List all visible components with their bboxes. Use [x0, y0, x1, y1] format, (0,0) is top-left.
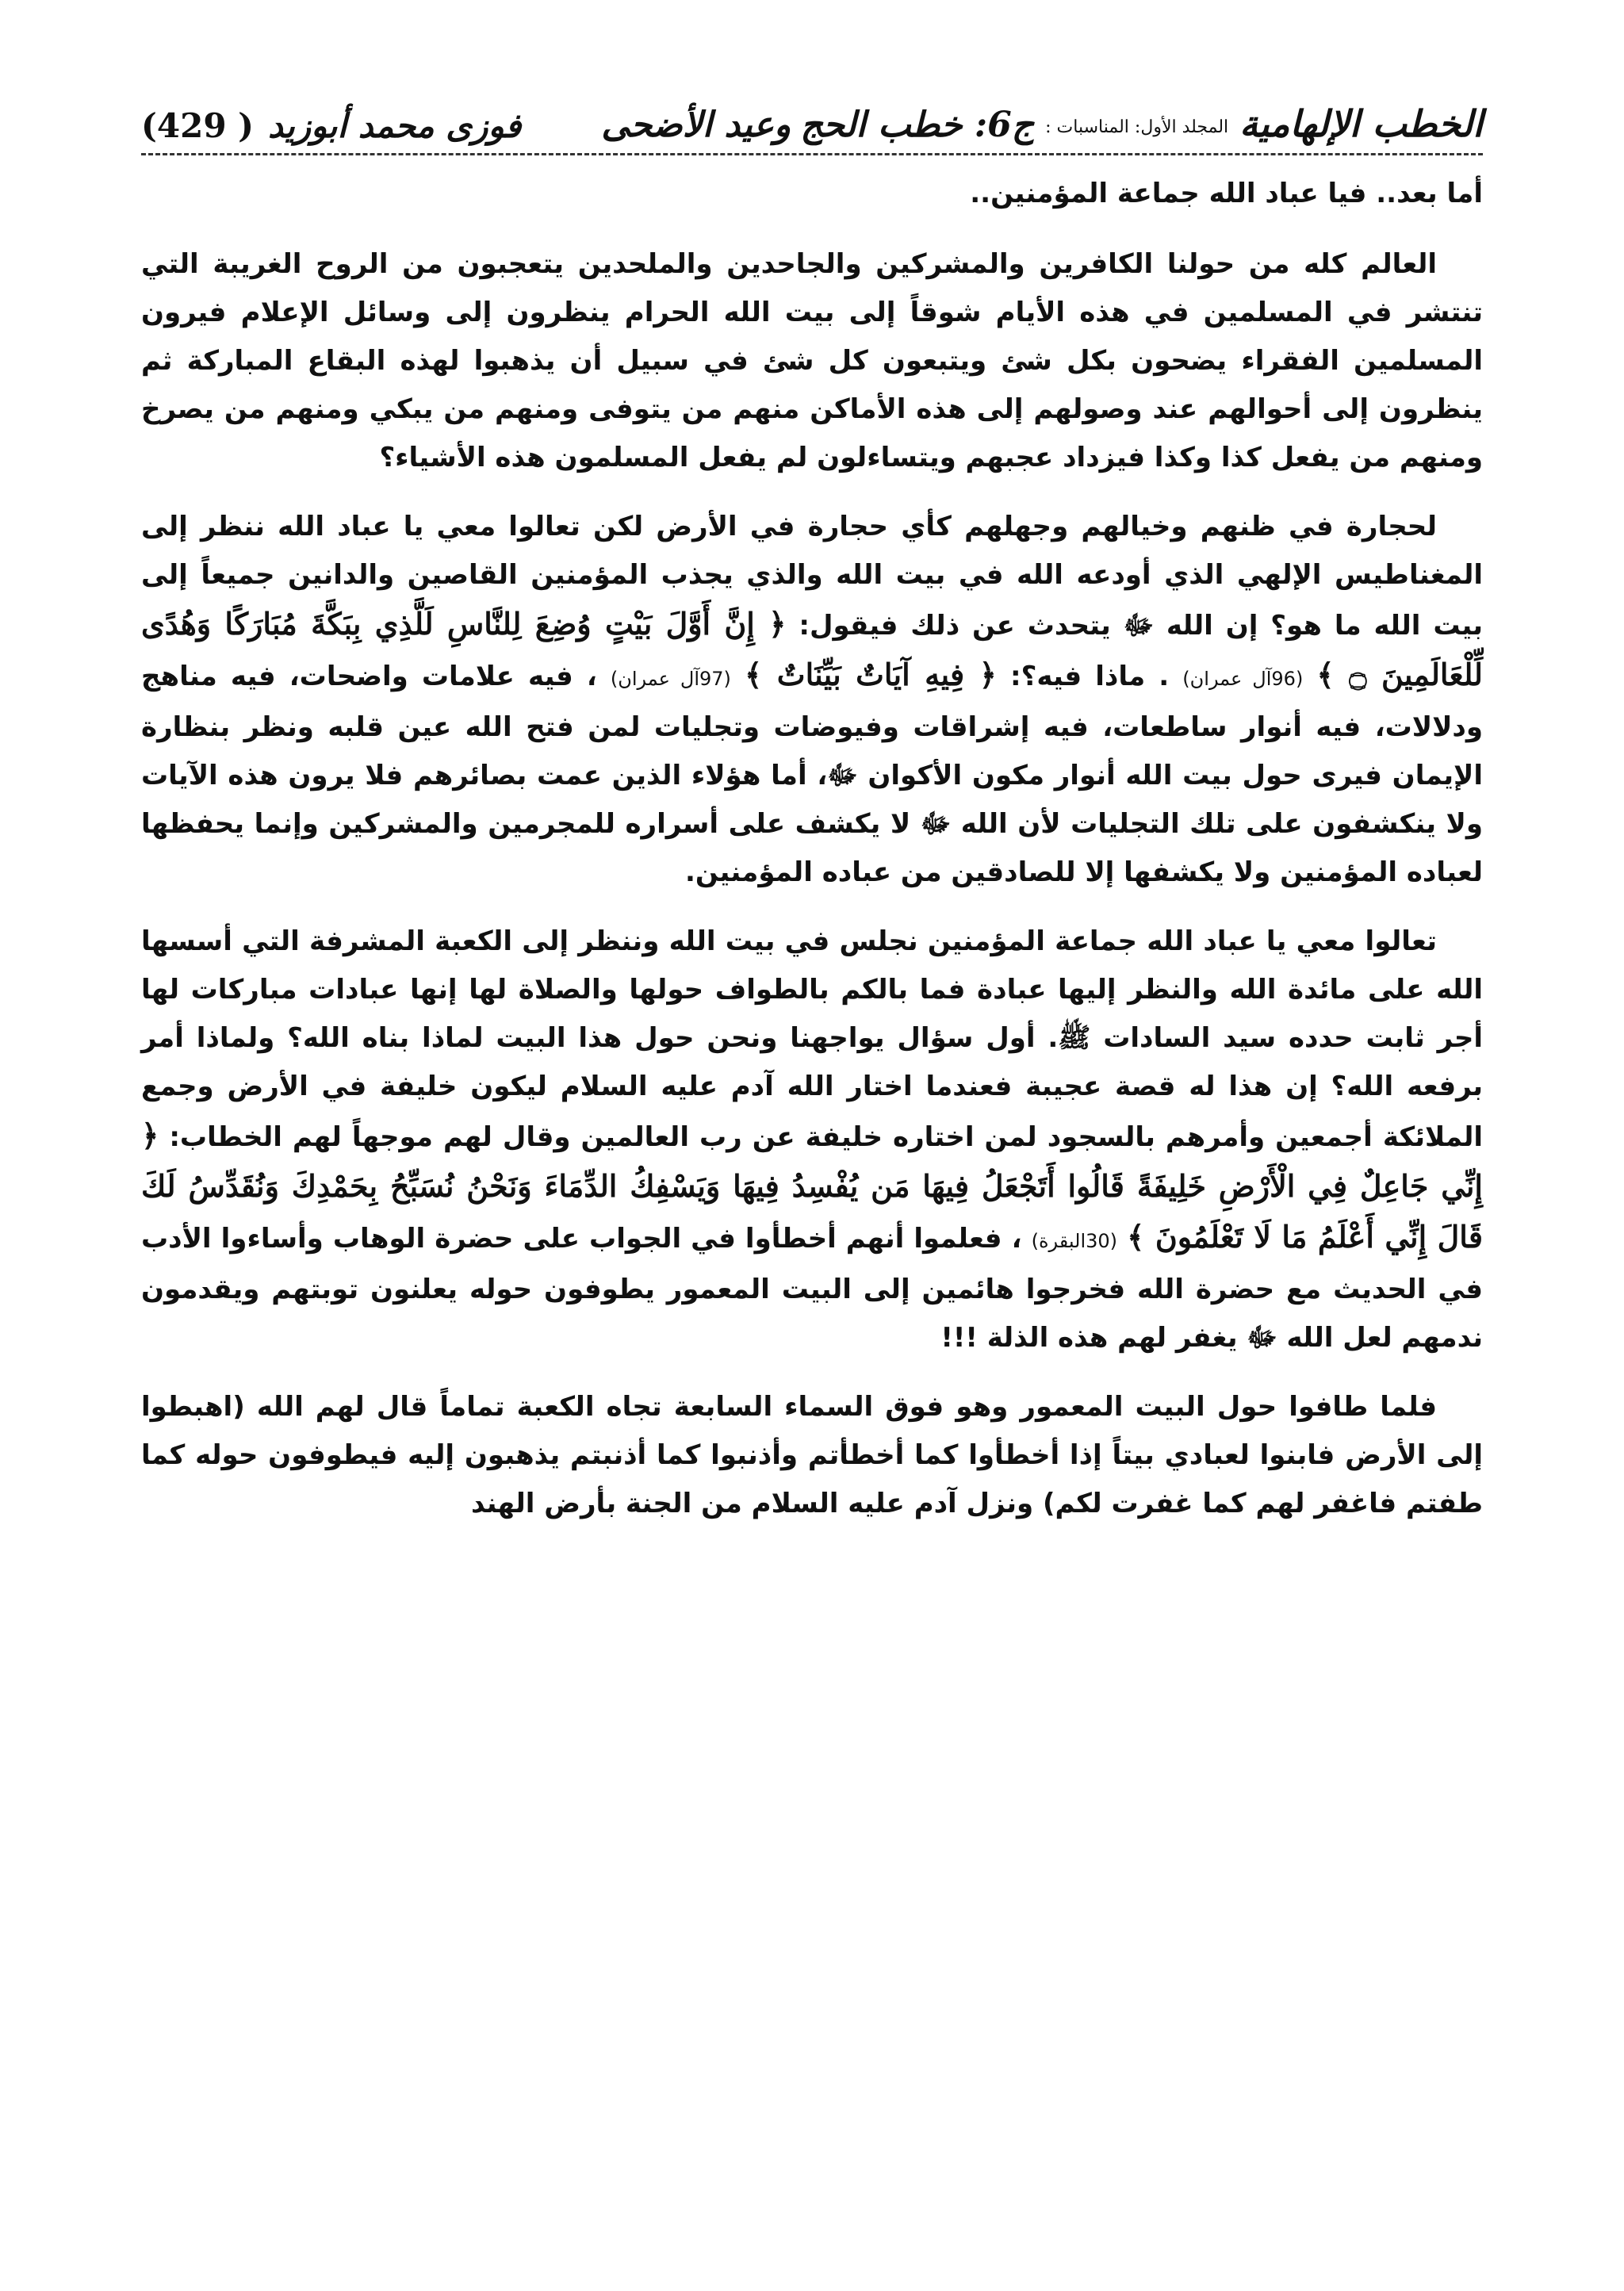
chapter-title: ج6: خطب الحج: [800, 105, 1035, 145]
paragraph-4: فلما طافوا حول البيت المعمور وهو فوق السماء السابعة تجاه الكعبة تماماً قال لهم الله (اهبطوا إلى الأرض فابنوا لعبادي بيتاً إذا أخطأوا كما أخطأتم وأذنبوا كما أذنبتم يذهبون إليه فيطوفون حوله كما طفتم فاغفر لهم كما غفرت لكم) ونزل آدم عليه السلام من الجنة بأرض الهند: [141, 1391, 1483, 1519]
volume-label: المجلد الأول: المناسبات :: [1045, 117, 1229, 137]
topic-title: وعيد الأضحى: [601, 105, 791, 145]
quran-verse-2: ﴿ فِيهِ آيَاتٌ بَيِّنَاتٌ ﴾: [745, 657, 997, 692]
paragraph-2-text-c: ، فيه علامات واضحات، فيه مناهج ودلالات، فيه أنوار ساطعات، فيه إشراقات وفيوضات وتجليات لمن فتح الله عين قلبه ونظر بنظارة الإيمان فيرى حول بيت الله أنوار مكون الأكوان ﷻ، أما هؤلاء الذين عمت بصائرهم فلا يرون هذه الآيات ولا ينكشفون على تلك التجليات لأن الله ﷻ لا يكشف على أسراره للمجرمين والمشركين وإنما يحفظها لعباده المؤمنين ولا يكشفها إلا للصادقين من عباده المؤمنين.: [141, 661, 1483, 888]
paragraph-2-text-b: . ماذا فيه؟:: [1010, 661, 1170, 692]
quran-verse-3: ﴿ إِنِّي جَاعِلٌ فِي الْأَرْضِ خَلِيفَةً قَالُوا أَتَجْعَلُ فِيهَا مَن يُفْسِدُ فِيهَا وَيَسْفِكُ الدِّمَاءَ وَنَحْنُ نُسَبِّحُ بِحَمْدِكَ وَنُقَدِّسُ لَكَ قَالَ إِنِّي أَعْلَمُ مَا لَا تَعْلَمُونَ ﴾: [141, 1117, 1484, 1255]
page-number: (429 ): [141, 106, 255, 145]
paragraph-2-text-a: لحجارة في ظنهم وخيالهم وجهلهم كأي حجارة في الأرض لكن تعالوا معي يا عباد الله ننظر إلى المغناطيس الإلهي الذي أودعه الله في بيت الله والذي يجذب المؤمنين القاصين والدانين جميعاً إلى بيت الله ما هو؟ إن الله ﷻ يتحدث عن ذلك فيقول:: [141, 511, 1483, 642]
author-name: فوزى محمد أبوزيد: [268, 106, 522, 145]
sermon-body: [141, 170, 1483, 1528]
paragraph-3-text-a: تعالوا معي يا عباد الله جماعة المؤمنين نجلس في بيت الله وننظر إلى الكعبة المشرفة التي أسسها الله على مائدة الله والنظر إليها عبادة فما بالكم بالطواف حولها والصلاة لها إنها عبادات مباركات لها أجر ثابت حدده سيد السادات ﷺ. أول سؤال يواجهنا ونحن حول هذا البيت لماذا بناه الله؟ ولماذا أمر برفعه الله؟ إن هذا له قصة عجيبة فعندما اختار الله آدم عليه السلام ليكون خليفة في الأرض وجمع الملائكة أجمعين وأمرهم بالسجود لمن اختاره خليفة عن رب العالمين وقال لهم موجهاً لهم الخطاب:: [141, 925, 1484, 1153]
quran-verse-1: ﴿ إِنَّ أَوَّلَ بَيْتٍ وُضِعَ لِلنَّاسِ لَلَّذِي بِبَكَّةَ مُبَارَكًا وَهُدًى لِّلْعَالَمِينَ ۝ ﴾: [141, 606, 1483, 692]
verse-2-reference: (97آل عمران): [610, 668, 731, 690]
paragraph-1: العالم كله من حولنا الكافرين والمشركين والجاحدين والملحدين يتعجبون من الروح الغريبة التي تنتشر في المسلمين في هذه الأيام شوقاً إلى بيت الله الحرام ينظرون إلى وسائل الإعلام فيرون المسلمين الفقراء يضحون بكل شئ ويتبعون كل شئ في سبيل أن يذهبوا لهذه البقاع المباركة ثم ينظرون إلى أحوالهم عند وصولهم إلى هذه الأماكن منهم من يتوفى ومنهم من يبكي ومنهم من يصرخ ومنهم من يفعل كذا وكذا فيزداد عجبهم ويتساءلون لم يفعل المسلمون هذه الأشياء؟: [141, 248, 1483, 473]
paragraph-2: [141, 503, 1483, 897]
running-header: [141, 75, 1483, 155]
book-title: الخطب الإلهامية: [1239, 102, 1483, 145]
paragraph-3: [141, 918, 1483, 1362]
opening-line: أما بعد.. فيا عباد الله جماعة المؤمنين..: [970, 178, 1483, 209]
paragraph-3-text-b: ، فعلموا أنهم أخطأوا في الجواب على حضرة الوهاب وأساءوا الأدب في الحديث مع حضرة الله فخرجوا هائمين إلى البيت المعمور يطوفون حوله يعلنون توبتهم ويقدمون ندمهم لعل الله ﷻ يغفر لهم هذه الذلة !!!: [141, 1223, 1483, 1354]
verse-1-reference: (96آل عمران): [1182, 668, 1304, 690]
verse-3-reference: (30البقرة): [1031, 1230, 1118, 1252]
